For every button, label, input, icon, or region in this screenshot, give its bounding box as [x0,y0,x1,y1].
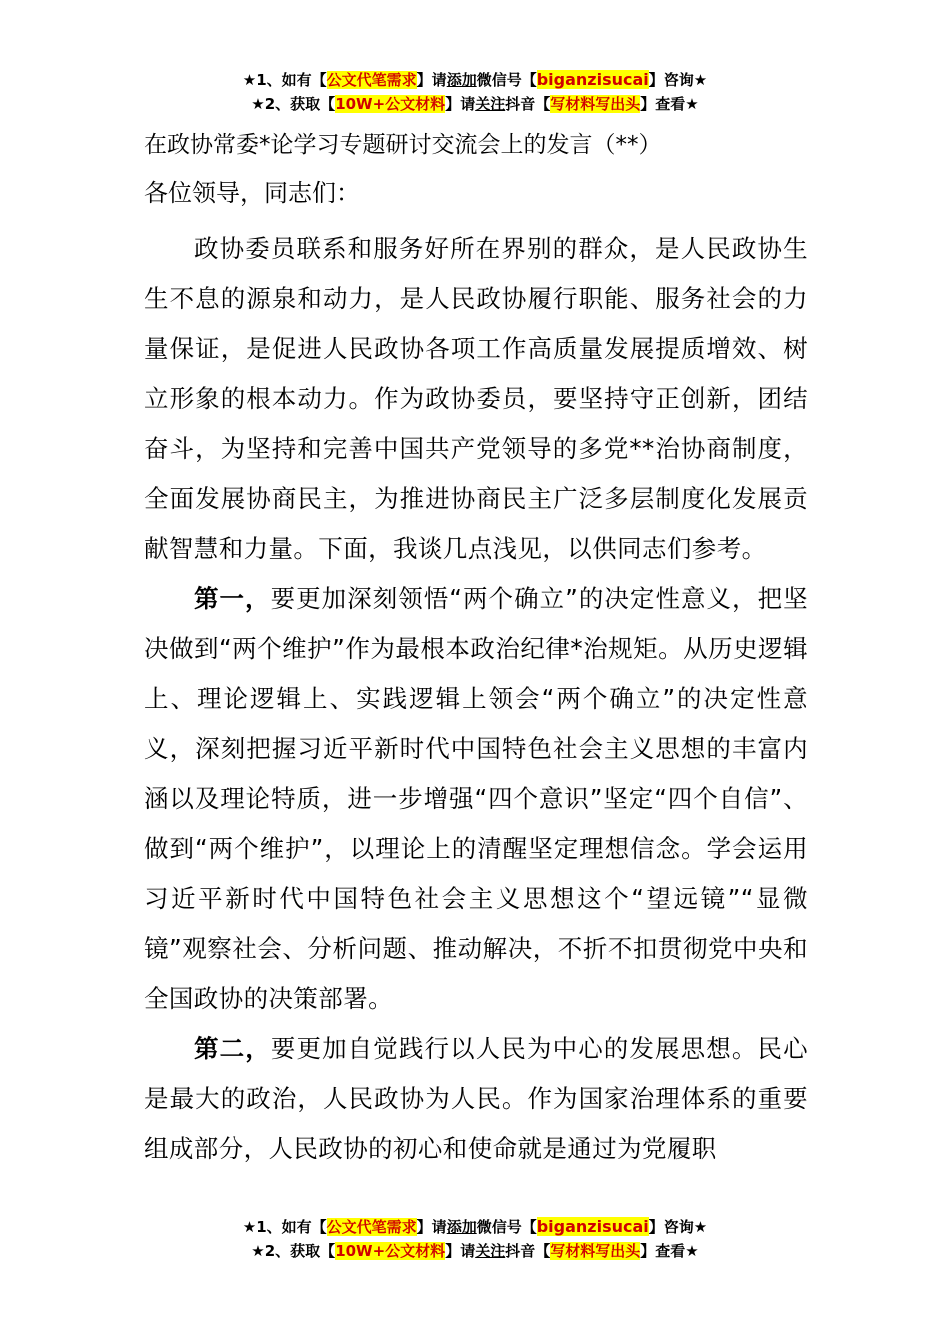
highlight-wechat-id: biganzisucai [536,70,649,89]
document-body [144,122,808,1174]
highlight-materials: 10W+公文材料 [335,1242,446,1260]
highlight-douyin-account: 写材料写出头 [550,1242,641,1260]
highlight-douyin-account: 写材料写出头 [550,95,641,113]
intro-paragraph: 政协委员联系和服务好所在界别的群众，是人民政协生生不息的源泉和动力，是人民政协履行职能、服务社会的力量保证，是促进人民政协各项工作高质量发展提质增效、树立形象的根本动力。作为政协委员，要坚持守正创新，团结奋斗，为坚持和完善中国共产党领导的多党**治协商制度，全面发展协商民主，为推进协商民主广泛多层制度化发展贡献智慧和力量。下面，我谈几点浅见，以供同志们参考。 [144,234,808,563]
point-1-body: 要更加深刻领悟“两个确立”的决定性意义，把坚决做到“两个维护”作为最根本政治纪律*治规矩。从历史逻辑上、理论逻辑上、实践逻辑上领会“两个确立”的决定性意义，深刻把握习近平新时代中国特色社会主义思想的丰富内涵以及理论特质，进一步增强“四个意识”坚定“四个自信”、做到“两个维护”，以理论上的清醒坚定理想信念。学会运用习近平新时代中国特色社会主义思想这个“望远镜”“显微镜”观察社会、分析问题、推动解决，不折不扣贯彻党中央和全国政协的决策部署。 [144,584,808,1013]
highlight-wechat-id: biganzisucai [536,1217,649,1236]
promo-line-1: ★1、如有【公文代笔需求】请添加微信号【biganzisucai】咨询★ [242,1217,708,1236]
salutation: 各位领导，同志们： [144,179,360,207]
point-2-lead: 第二， [194,1034,271,1063]
header-promo-banner [0,68,950,116]
promo-line-2: ★2、获取【10W+公文材料】请关注抖音【写材料写出头】查看★ [251,95,699,113]
highlight-service: 公文代笔需求 [326,1218,417,1236]
document-title: 在政协常委*论学习专题研讨交流会上的发言（**） [144,132,662,158]
promo-line-1: ★1、如有【公文代笔需求】请添加微信号【biganzisucai】咨询★ [242,70,708,89]
highlight-materials: 10W+公文材料 [335,95,446,113]
point-1-paragraph [144,574,808,1024]
point-2-paragraph [144,1024,808,1174]
highlight-service: 公文代笔需求 [326,71,417,89]
point-2-body: 要更加自觉践行以人民为中心的发展思想。民心是最大的政治，人民政协为人民。作为国家治理体系的重要组成部分，人民政协的初心和使命就是通过为党履职 [144,1034,808,1163]
promo-line-2: ★2、获取【10W+公文材料】请关注抖音【写材料写出头】查看★ [251,1242,699,1260]
point-1-lead: 第一， [194,584,271,613]
footer-promo-banner [0,1215,950,1263]
